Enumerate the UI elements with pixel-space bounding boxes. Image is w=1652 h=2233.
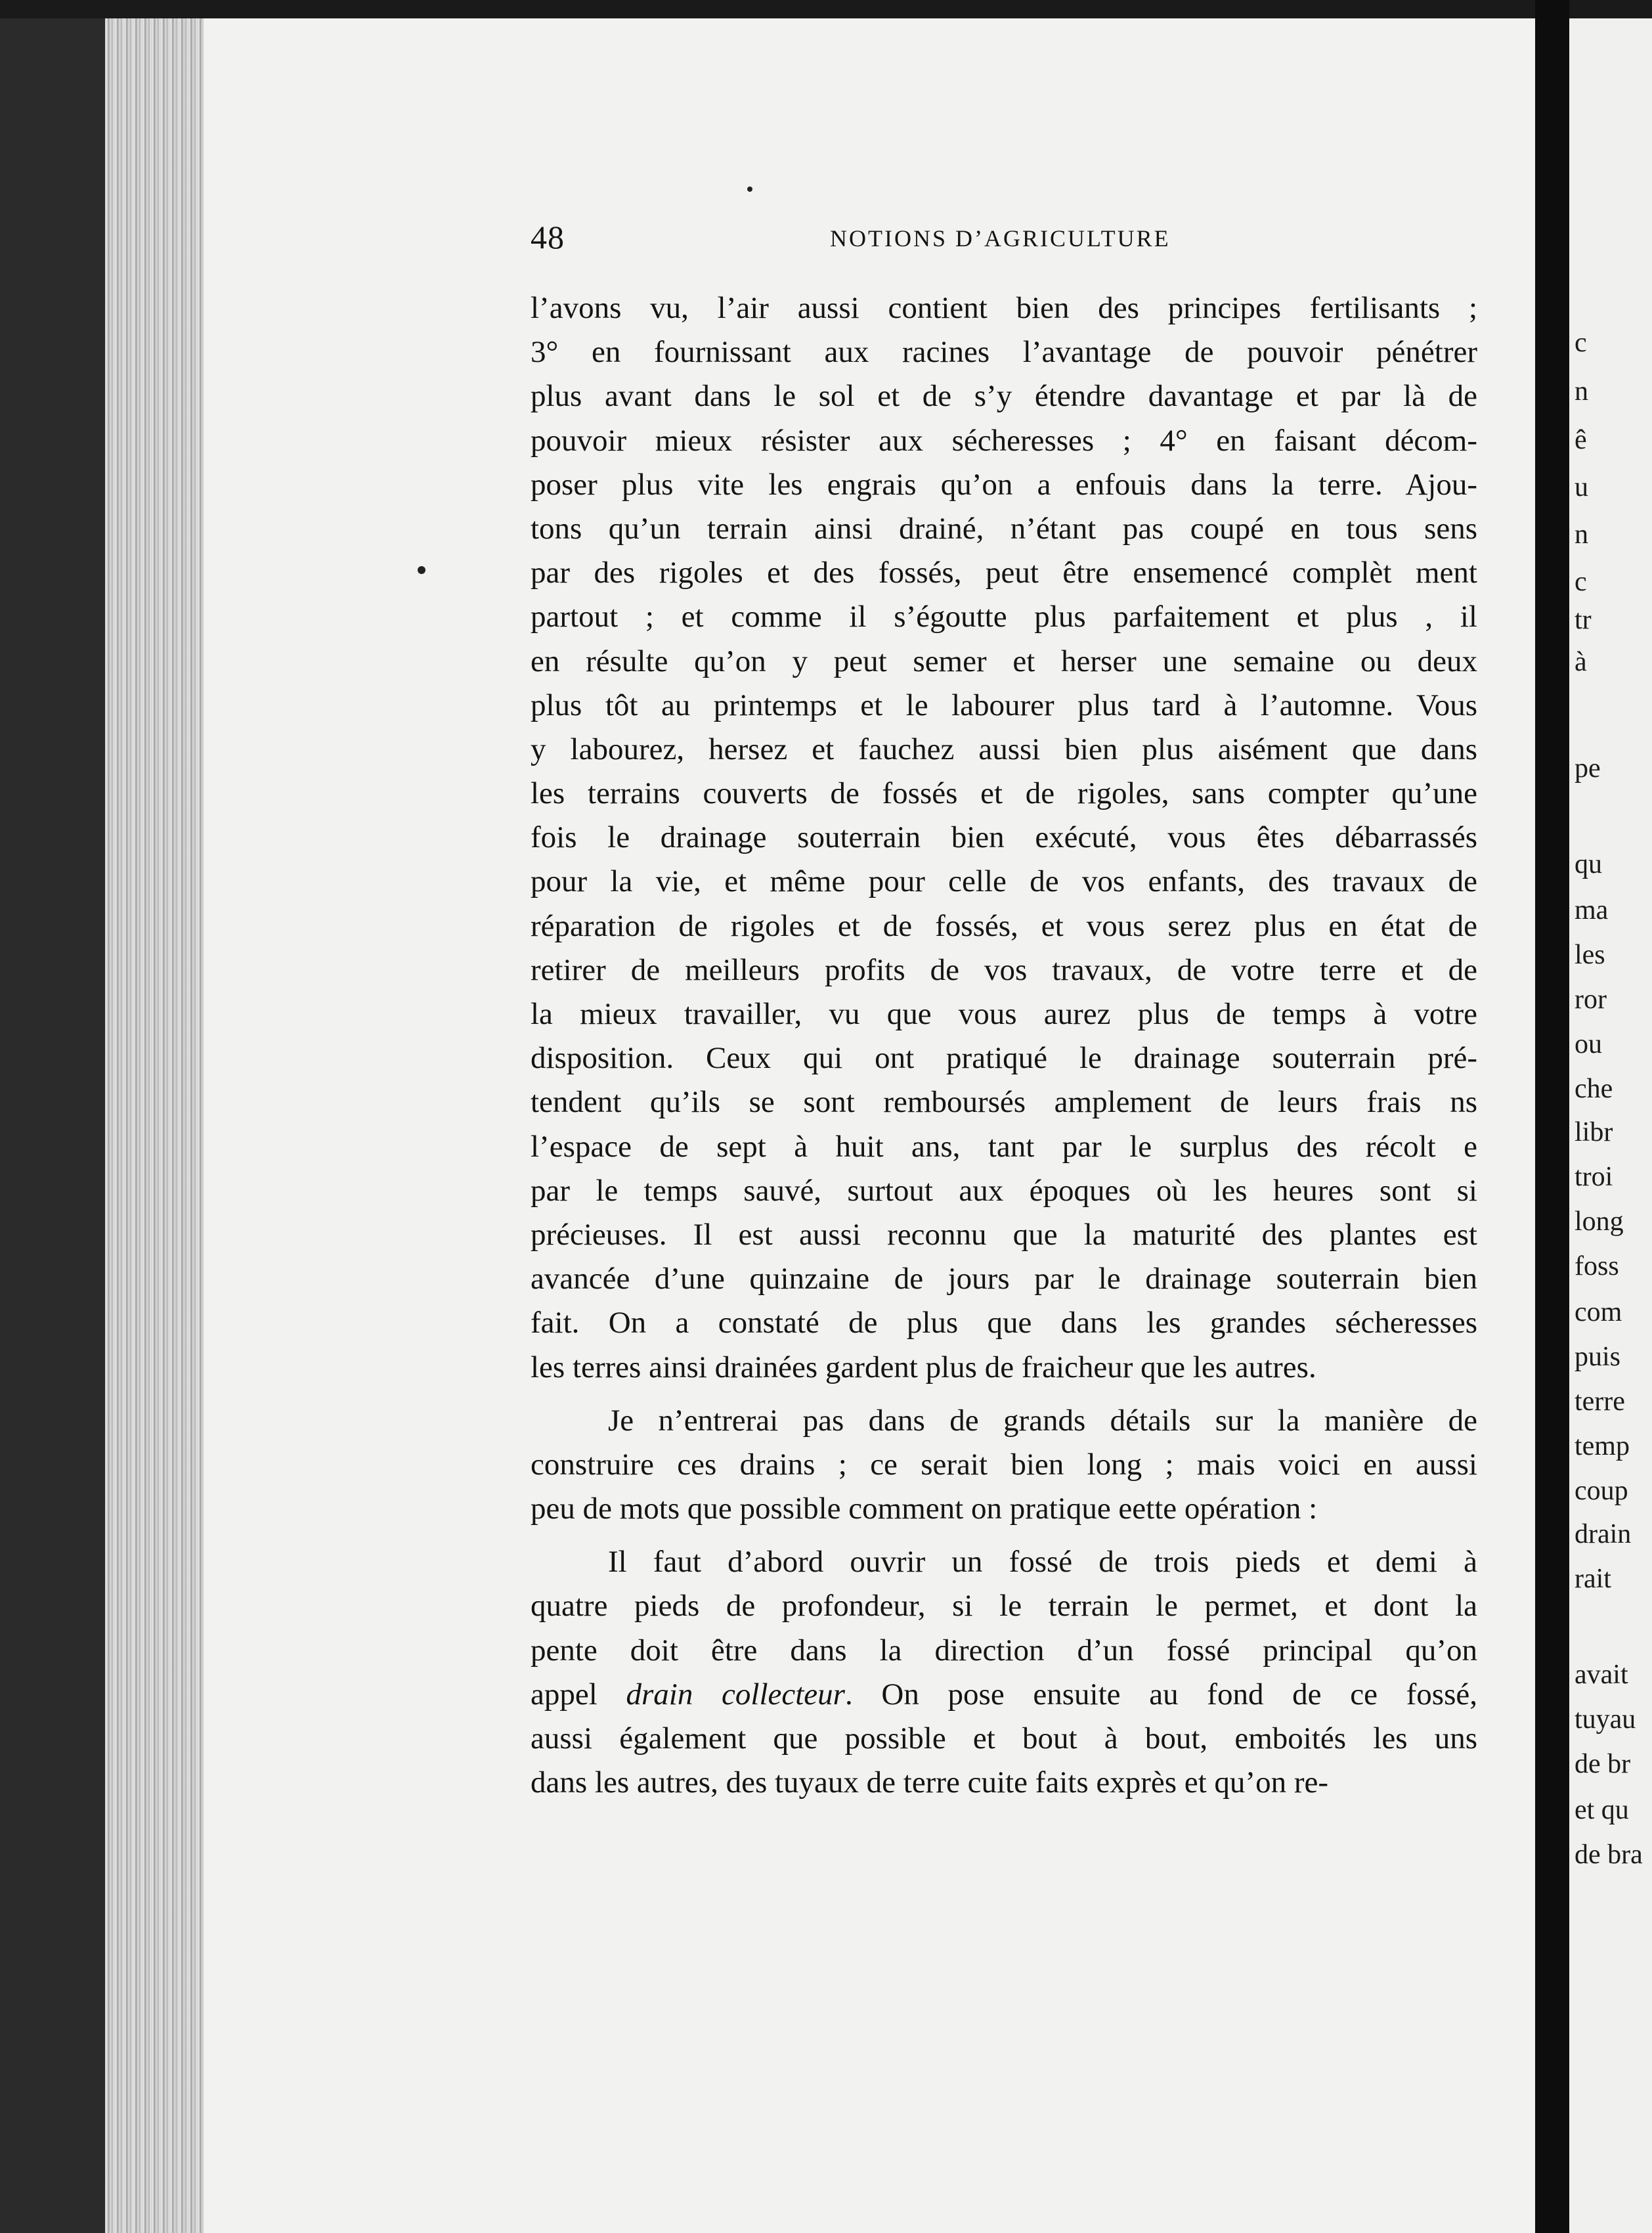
adjacent-page-fragment: foss: [1575, 1251, 1619, 1281]
adjacent-page-fragment: u: [1575, 472, 1588, 502]
text-line: réparation de rigoles et de fossés, et vous serez plus en état de: [531, 908, 1477, 943]
adjacent-page-fragment: ou: [1575, 1029, 1602, 1059]
text-line: 3° en fournissant aux racines l’avantage de pouvoir pénétrer: [531, 335, 1477, 370]
adjacent-page-fragment: n: [1575, 520, 1588, 550]
text-line: disposition. Ceux qui ont pratiqué le drainage souterrain pré-: [531, 1041, 1477, 1076]
adjacent-page-fragment: long: [1575, 1206, 1624, 1237]
adjacent-page-fragment: n: [1575, 376, 1588, 407]
adjacent-page-fragment: puis: [1575, 1342, 1621, 1372]
adjacent-page-fragment: troi: [1575, 1162, 1613, 1192]
text-line: quatre pieds de profondeur, si le terrain le permet, et dont la: [531, 1589, 1477, 1624]
adjacent-page-fragment: terre: [1575, 1386, 1625, 1417]
adjacent-page-fragment: libr: [1575, 1117, 1613, 1147]
text-line: Je n’entrerai pas dans de grands détails sur la manière de: [608, 1403, 1477, 1438]
paragraph: [531, 286, 1477, 1390]
text-line: pente doit être dans la direction d’un fossé principal qu’on: [531, 1633, 1477, 1668]
page-number: 48: [531, 219, 565, 255]
book-gutter: [1535, 0, 1569, 2233]
text-line: en résulte qu’on y peut semer et herser une semaine ou deux: [531, 644, 1477, 678]
adjacent-page-fragment: à: [1575, 647, 1587, 677]
adjacent-page-fragment: com: [1575, 1297, 1622, 1327]
text-line: fois le drainage souterrain bien exécuté, vous êtes débarrassés: [531, 820, 1477, 855]
adjacent-page-fragment: ror: [1575, 984, 1607, 1015]
adjacent-page-fragment: pe: [1575, 753, 1601, 784]
text-line: par des rigoles et des fossés, peut être ensemencé complèt ment: [531, 556, 1477, 590]
adjacent-page-fragment: ma: [1575, 895, 1609, 925]
adjacent-page-fragment: che: [1575, 1074, 1613, 1104]
text-line: poser plus vite les engrais qu’on a enfouis dans la terre. Ajou-: [531, 467, 1477, 502]
adjacent-page-fragment: temp: [1575, 1431, 1630, 1461]
adjacent-page-fragment: rait: [1575, 1564, 1611, 1594]
adjacent-page-fragment: les: [1575, 940, 1605, 970]
text-line: aussi également que possible et bout à bout, emboités les uns: [531, 1721, 1477, 1756]
text-line: construire ces drains ; ce serait bien long ; mais voici en aussi: [531, 1447, 1477, 1482]
text-line: les terrains couverts de fossés et de rigoles, sans compter qu’une: [531, 776, 1477, 811]
text-line: l’avons vu, l’air aussi contient bien des principes fertilisants ;: [531, 291, 1477, 325]
text-line: dans les autres, des tuyaux de terre cuite faits exprès et qu’on re-: [531, 1765, 1329, 1800]
text-line: tendent qu’ils se sont remboursés amplement de leurs frais ns: [531, 1085, 1477, 1120]
text-line: tons qu’un terrain ainsi drainé, n’étant pas coupé en tous sens: [531, 511, 1477, 546]
text-line: pouvoir mieux résister aux sécheresses ; 4° en faisant décom-: [531, 423, 1477, 458]
text-line: la mieux travailler, vu que vous aurez plus de temps à votre: [531, 997, 1477, 1031]
text-line: pour la vie, et même pour celle de vos enfants, des travaux de: [531, 864, 1477, 899]
body-text: [531, 286, 1477, 1805]
running-header: [531, 218, 1477, 257]
adjacent-page-fragment: tr: [1575, 605, 1592, 635]
adjacent-page-fragment: et qu: [1575, 1795, 1629, 1825]
paragraph-gap: [531, 1531, 1477, 1540]
adjacent-page-fragment: c: [1575, 567, 1587, 597]
adjacent-page-fragment: coup: [1575, 1476, 1628, 1506]
scan-speck: [418, 566, 425, 574]
text-line: partout ; et comme il s’égoutte plus parfaitement et plus , il: [531, 600, 1477, 634]
text-line: précieuses. Il est aussi reconnu que la maturité des plantes est: [531, 1217, 1477, 1252]
adjacent-page-fragment: de bra: [1575, 1840, 1643, 1870]
adjacent-page-fragment: qu: [1575, 849, 1602, 879]
adjacent-page-fragment: tuyau: [1575, 1704, 1636, 1735]
adjacent-page-fragment: avait: [1575, 1660, 1628, 1690]
adjacent-page-fragment: c: [1575, 328, 1587, 358]
scan-speck: [747, 187, 752, 192]
text-line: par le temps sauvé, surtout aux époques où les heures sont si: [531, 1173, 1477, 1208]
paragraph: [531, 1399, 1477, 1532]
paragraph: [531, 1540, 1477, 1805]
text-line: plus avant dans le sol et de s’y étendre davantage et par là de: [531, 379, 1477, 414]
text-line: appel drain collecteur. On pose ensuite au fond de ce fossé,: [531, 1677, 1477, 1712]
scan-border-left: [0, 18, 105, 2233]
text-line: y labourez, hersez et fauchez aussi bien plus aisément que dans: [531, 732, 1477, 766]
running-title: NOTIONS D’AGRICULTURE: [830, 225, 1171, 252]
text-line: Il faut d’abord ouvrir un fossé de trois pieds et demi à: [608, 1545, 1477, 1580]
text-line: fait. On a constaté de plus que dans les grandes sécheresses: [531, 1306, 1477, 1340]
text-line: avancée d’une quinzaine de jours par le drainage souterrain bien: [531, 1262, 1477, 1296]
text-line: peu de mots que possible comment on pratique eette opération :: [531, 1492, 1318, 1526]
paragraph-gap: [531, 1390, 1477, 1399]
text-line: plus tôt au printemps et le labourer plus tard à l’automne. Vous: [531, 688, 1477, 722]
text-line: les terres ainsi drainées gardent plus de fraicheur que les autres.: [531, 1350, 1316, 1384]
text-line: l’espace de sept à huit ans, tant par le surplus des récolt e: [531, 1129, 1477, 1164]
scan-border-top: [0, 0, 1652, 18]
page-stack-edges: [105, 18, 204, 2233]
adjacent-page-fragment: drain: [1575, 1519, 1632, 1549]
adjacent-page-fragment: de br: [1575, 1749, 1631, 1779]
adjacent-page: [1569, 18, 1652, 2233]
adjacent-page-fragment: ê: [1575, 425, 1587, 455]
text-line: retirer de meilleurs profits de vos travaux, de votre terre et de: [531, 952, 1477, 987]
